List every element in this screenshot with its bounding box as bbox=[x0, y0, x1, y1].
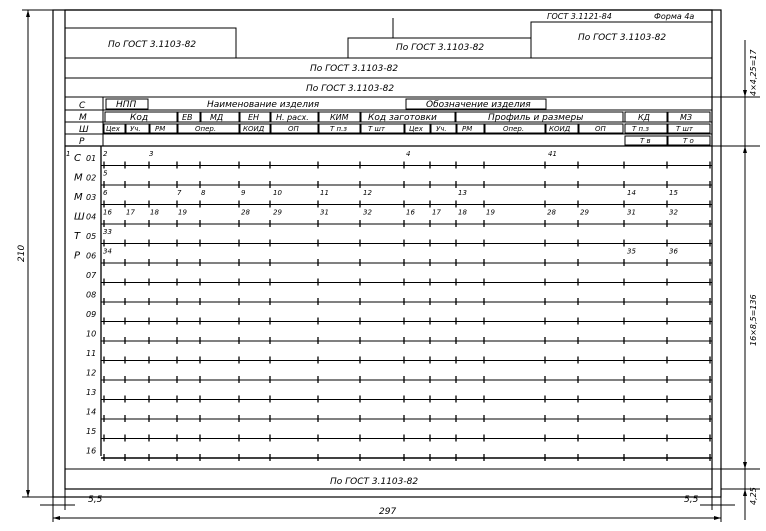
field-number: 13 bbox=[458, 189, 467, 197]
sh-cell: Уч. bbox=[436, 125, 447, 133]
field-number: 3 bbox=[149, 150, 154, 158]
row-label-m: М bbox=[79, 113, 87, 123]
line-number: 04 bbox=[86, 212, 97, 222]
field-number: 5 bbox=[103, 169, 108, 178]
field-number: 28 bbox=[547, 208, 556, 217]
field-number: 4 bbox=[406, 150, 411, 158]
field-number: 17 bbox=[126, 208, 135, 217]
field-number: 12 bbox=[363, 189, 372, 197]
dim-bottom: 4,25 bbox=[749, 487, 758, 505]
field-number: 6 bbox=[103, 189, 108, 197]
line-number: 03 bbox=[86, 193, 97, 202]
line-number: 10 bbox=[86, 329, 97, 339]
form-number: Форма 4а bbox=[654, 12, 695, 21]
sh-cell: ОП bbox=[288, 125, 299, 133]
field-number: 28 bbox=[241, 208, 250, 217]
dim-body-rows: 16×8,5=136 bbox=[749, 294, 758, 346]
t-o-label: Т о bbox=[683, 137, 694, 145]
line-number: 09 bbox=[86, 310, 97, 319]
nrash-label: Н. расх. bbox=[276, 113, 309, 122]
ref-box-1-text: По ГОСТ 3.1103-82 bbox=[108, 40, 197, 50]
dim-width: 297 bbox=[379, 507, 397, 517]
field-number: 36 bbox=[669, 247, 678, 256]
line-prefix: Р bbox=[74, 250, 81, 262]
line-number: 07 bbox=[86, 271, 97, 280]
name-label: Наименование изделия bbox=[207, 100, 320, 110]
t-v-label: Т в bbox=[640, 137, 651, 145]
field-number: 33 bbox=[103, 228, 112, 236]
en-label: ЕН bbox=[248, 113, 260, 122]
field-number: 18 bbox=[458, 208, 467, 217]
line-prefix: Ш bbox=[74, 211, 85, 223]
line-number: 14 bbox=[86, 407, 97, 417]
line-number: 05 bbox=[86, 232, 97, 241]
line-number: 01 bbox=[86, 154, 97, 163]
row-label-sh: Ш bbox=[79, 125, 89, 135]
field-number: 31 bbox=[627, 208, 636, 217]
sh-cell: Цех bbox=[409, 125, 423, 133]
ref-box-2-text: По ГОСТ 3.1103-82 bbox=[396, 43, 485, 53]
ev-label: ЕВ bbox=[182, 113, 193, 122]
row-label-c: С bbox=[79, 101, 86, 111]
sh-cell: ОП bbox=[595, 125, 606, 133]
field-number: 9 bbox=[241, 189, 246, 197]
dim-height: 210 bbox=[17, 244, 27, 262]
sh-cell: Т п.з bbox=[330, 125, 348, 133]
kod-zag-label: Код заготовки bbox=[368, 113, 437, 123]
field-number: 10 bbox=[273, 189, 282, 197]
sh-cell: Т шт bbox=[676, 125, 693, 133]
kod-label: Код bbox=[130, 113, 149, 123]
line-number: 06 bbox=[86, 251, 97, 261]
field-number: 15 bbox=[669, 189, 678, 197]
line-prefix: Т bbox=[74, 231, 81, 242]
line-number: 16 bbox=[86, 446, 97, 456]
line-number: 12 bbox=[86, 368, 97, 378]
field-number: 41 bbox=[548, 150, 557, 158]
profile-label: Профиль и размеры bbox=[488, 113, 584, 123]
line-prefix: С bbox=[74, 153, 81, 164]
sh-cell: Опер. bbox=[503, 125, 525, 133]
sh-cell: Цех bbox=[106, 125, 120, 133]
ref-row-1-text: По ГОСТ 3.1103-82 bbox=[310, 64, 399, 74]
dim-margin-left: 5,5 bbox=[88, 495, 103, 505]
sh-cell: Опер. bbox=[195, 125, 217, 133]
kd-label: КД bbox=[638, 113, 650, 122]
field-number: 17 bbox=[432, 208, 441, 217]
designation-label: Обозначение изделия bbox=[426, 100, 531, 110]
line-number: 02 bbox=[86, 173, 97, 183]
ref-bottom-text: По ГОСТ 3.1103-82 bbox=[330, 477, 419, 487]
field-number: 14 bbox=[627, 189, 636, 197]
field-number: 7 bbox=[177, 189, 182, 197]
field-number: 18 bbox=[150, 208, 159, 217]
npp-label: НПП bbox=[116, 100, 137, 110]
field-number: 1 bbox=[66, 150, 71, 158]
sh-cell: Уч. bbox=[130, 125, 141, 133]
line-number: 11 bbox=[86, 349, 97, 358]
field-number: 32 bbox=[363, 208, 372, 217]
row-label-r: Р bbox=[79, 137, 85, 147]
ref-row-2-text: По ГОСТ 3.1103-82 bbox=[306, 84, 395, 94]
field-number: 16 bbox=[406, 208, 415, 217]
sh-cell: РМ bbox=[462, 125, 473, 133]
mz-label: МЗ bbox=[680, 113, 693, 122]
field-number: 19 bbox=[178, 208, 187, 217]
field-number: 8 bbox=[201, 189, 206, 197]
ref-box-3-text: По ГОСТ 3.1103-82 bbox=[578, 33, 667, 43]
standard-label: ГОСТ 3.1121-84 bbox=[547, 12, 612, 21]
form-frame bbox=[65, 10, 712, 489]
line-number: 08 bbox=[86, 290, 97, 300]
field-number: 31 bbox=[320, 208, 329, 217]
dim-top-rows: 4×4,25=17 bbox=[749, 49, 758, 96]
kim-label: КИМ bbox=[330, 113, 349, 122]
field-number: 34 bbox=[103, 247, 112, 256]
dim-margin-right: 5,5 bbox=[684, 495, 699, 505]
field-number: 16 bbox=[103, 208, 112, 217]
field-number: 2 bbox=[103, 150, 108, 158]
sh-cell: КОИД bbox=[549, 125, 571, 133]
sh-cell: КОИД bbox=[243, 125, 265, 133]
line-prefix: М bbox=[74, 192, 83, 203]
line-number: 15 bbox=[86, 427, 97, 436]
field-number: 29 bbox=[273, 208, 282, 217]
sh-cell: Т шт bbox=[368, 125, 385, 133]
line-prefix: М bbox=[74, 172, 83, 184]
md-label: МД bbox=[210, 113, 224, 122]
sh-cell: РМ bbox=[155, 125, 166, 133]
sh-cell: Т п.з bbox=[632, 125, 650, 133]
field-number: 19 bbox=[486, 208, 495, 217]
line-number: 13 bbox=[86, 388, 97, 397]
field-number: 11 bbox=[320, 189, 329, 197]
field-number: 35 bbox=[627, 247, 636, 256]
field-number: 32 bbox=[669, 208, 678, 217]
field-number: 29 bbox=[580, 208, 589, 217]
body-grid bbox=[66, 146, 712, 461]
